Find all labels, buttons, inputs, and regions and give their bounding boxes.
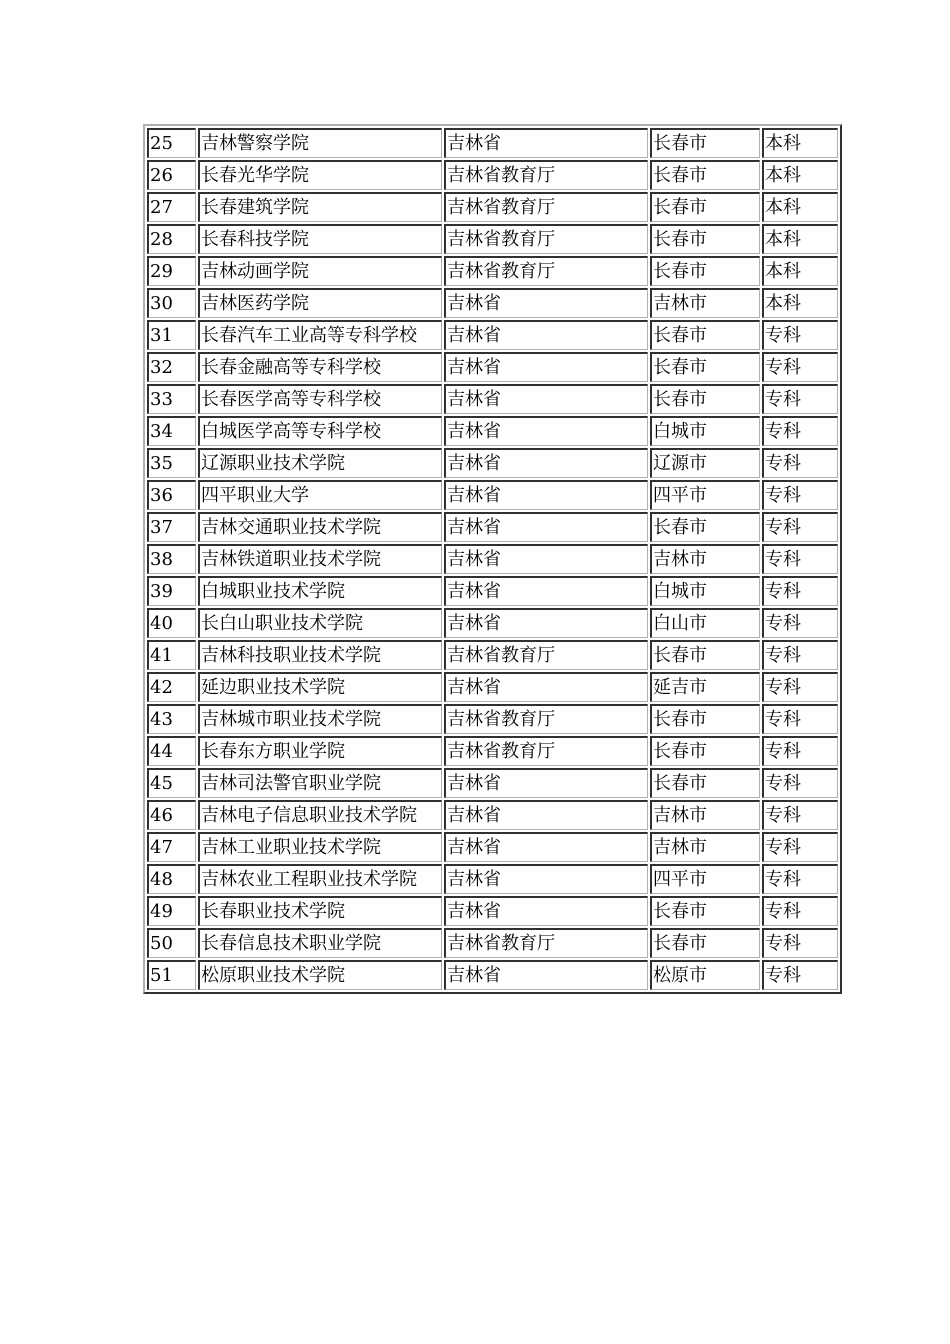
cell-authority: 吉林省教育厅 [444,192,648,222]
cell-city: 白城市 [650,576,760,606]
table-row [147,192,838,222]
cell-school-name: 长春金融高等专科学校 [198,352,442,382]
cell-city: 长春市 [650,736,760,766]
cell-authority: 吉林省 [444,832,648,862]
cell-city: 长春市 [650,768,760,798]
table-row [147,672,838,702]
cell-number: 32 [147,352,196,382]
cell-level: 本科 [762,160,838,190]
cell-level: 专科 [762,928,838,958]
cell-level: 专科 [762,544,838,574]
cell-city: 长春市 [650,640,760,670]
cell-number: 43 [147,704,196,734]
cell-number: 44 [147,736,196,766]
cell-authority: 吉林省 [444,896,648,926]
cell-school-name: 吉林医药学院 [198,288,442,318]
table-row [147,384,838,414]
cell-number: 37 [147,512,196,542]
cell-authority: 吉林省教育厅 [444,224,648,254]
cell-level: 专科 [762,576,838,606]
table-row [147,128,838,158]
table-row [147,288,838,318]
table-row [147,864,838,894]
cell-city: 长春市 [650,352,760,382]
cell-city: 辽源市 [650,448,760,478]
cell-level: 专科 [762,864,838,894]
cell-city: 吉林市 [650,544,760,574]
cell-number: 28 [147,224,196,254]
cell-city: 长春市 [650,192,760,222]
cell-city: 长春市 [650,224,760,254]
cell-authority: 吉林省 [444,448,648,478]
cell-authority: 吉林省教育厅 [444,640,648,670]
cell-authority: 吉林省 [444,480,648,510]
cell-school-name: 长春汽车工业高等专科学校 [198,320,442,350]
cell-number: 27 [147,192,196,222]
cell-level: 专科 [762,352,838,382]
cell-school-name: 松原职业技术学院 [198,960,442,990]
table-row [147,800,838,830]
table-row [147,576,838,606]
cell-school-name: 延边职业技术学院 [198,672,442,702]
cell-city: 长春市 [650,160,760,190]
cell-number: 42 [147,672,196,702]
cell-level: 专科 [762,512,838,542]
cell-number: 51 [147,960,196,990]
cell-school-name: 吉林司法警官职业学院 [198,768,442,798]
table-row [147,928,838,958]
cell-number: 50 [147,928,196,958]
cell-city: 延吉市 [650,672,760,702]
cell-city: 长春市 [650,384,760,414]
cell-level: 本科 [762,192,838,222]
cell-authority: 吉林省教育厅 [444,928,648,958]
cell-school-name: 吉林农业工程职业技术学院 [198,864,442,894]
table-row [147,544,838,574]
cell-number: 48 [147,864,196,894]
cell-school-name: 吉林科技职业技术学院 [198,640,442,670]
table-row [147,320,838,350]
table-row [147,832,838,862]
cell-authority: 吉林省 [444,128,648,158]
cell-school-name: 长春信息技术职业学院 [198,928,442,958]
cell-authority: 吉林省教育厅 [444,160,648,190]
cell-authority: 吉林省 [444,512,648,542]
table-row [147,160,838,190]
cell-level: 本科 [762,128,838,158]
cell-number: 25 [147,128,196,158]
cell-number: 39 [147,576,196,606]
cell-number: 40 [147,608,196,638]
cell-level: 专科 [762,896,838,926]
cell-authority: 吉林省 [444,960,648,990]
cell-city: 长春市 [650,320,760,350]
cell-authority: 吉林省 [444,768,648,798]
cell-authority: 吉林省 [444,864,648,894]
cell-city: 长春市 [650,928,760,958]
cell-city: 白城市 [650,416,760,446]
cell-school-name: 吉林工业职业技术学院 [198,832,442,862]
cell-authority: 吉林省 [444,576,648,606]
cell-number: 45 [147,768,196,798]
cell-number: 29 [147,256,196,286]
cell-school-name: 白城医学高等专科学校 [198,416,442,446]
cell-school-name: 长春东方职业学院 [198,736,442,766]
table-row [147,512,838,542]
cell-school-name: 四平职业大学 [198,480,442,510]
cell-city: 松原市 [650,960,760,990]
cell-authority: 吉林省教育厅 [444,736,648,766]
cell-level: 专科 [762,320,838,350]
cell-authority: 吉林省 [444,320,648,350]
cell-authority: 吉林省教育厅 [444,704,648,734]
cell-level: 本科 [762,224,838,254]
cell-authority: 吉林省 [444,416,648,446]
cell-level: 专科 [762,832,838,862]
cell-school-name: 长春建筑学院 [198,192,442,222]
cell-level: 专科 [762,800,838,830]
cell-school-name: 长春医学高等专科学校 [198,384,442,414]
table-row [147,896,838,926]
cell-school-name: 白城职业技术学院 [198,576,442,606]
table-row [147,224,838,254]
cell-level: 本科 [762,288,838,318]
cell-number: 41 [147,640,196,670]
cell-authority: 吉林省 [444,544,648,574]
cell-number: 31 [147,320,196,350]
cell-school-name: 长春光华学院 [198,160,442,190]
cell-school-name: 吉林城市职业技术学院 [198,704,442,734]
cell-school-name: 长白山职业技术学院 [198,608,442,638]
cell-city: 白山市 [650,608,760,638]
cell-authority: 吉林省 [444,672,648,702]
cell-level: 专科 [762,672,838,702]
table-row [147,736,838,766]
table-row [147,640,838,670]
table-row [147,256,838,286]
cell-school-name: 吉林交通职业技术学院 [198,512,442,542]
cell-number: 34 [147,416,196,446]
cell-city: 四平市 [650,864,760,894]
cell-city: 长春市 [650,256,760,286]
table-row [147,448,838,478]
table-row [147,960,838,990]
cell-number: 30 [147,288,196,318]
cell-number: 49 [147,896,196,926]
cell-number: 26 [147,160,196,190]
cell-school-name: 吉林警察学院 [198,128,442,158]
cell-city: 长春市 [650,512,760,542]
table-row [147,704,838,734]
cell-authority: 吉林省 [444,384,648,414]
cell-school-name: 长春科技学院 [198,224,442,254]
cell-city: 吉林市 [650,832,760,862]
table-row [147,608,838,638]
cell-city: 吉林市 [650,288,760,318]
cell-school-name: 吉林动画学院 [198,256,442,286]
cell-city: 吉林市 [650,800,760,830]
cell-city: 长春市 [650,704,760,734]
cell-level: 专科 [762,704,838,734]
cell-level: 专科 [762,480,838,510]
cell-number: 46 [147,800,196,830]
schools-table [143,124,842,994]
cell-city: 四平市 [650,480,760,510]
cell-city: 长春市 [650,128,760,158]
cell-school-name: 长春职业技术学院 [198,896,442,926]
cell-level: 专科 [762,960,838,990]
cell-level: 专科 [762,736,838,766]
cell-level: 本科 [762,256,838,286]
cell-authority: 吉林省 [444,608,648,638]
cell-number: 36 [147,480,196,510]
cell-level: 专科 [762,640,838,670]
cell-level: 专科 [762,416,838,446]
cell-number: 47 [147,832,196,862]
table-row [147,480,838,510]
table-row [147,768,838,798]
cell-city: 长春市 [650,896,760,926]
cell-number: 33 [147,384,196,414]
cell-level: 专科 [762,384,838,414]
cell-school-name: 吉林铁道职业技术学院 [198,544,442,574]
cell-number: 35 [147,448,196,478]
cell-level: 专科 [762,768,838,798]
cell-authority: 吉林省 [444,352,648,382]
cell-level: 专科 [762,608,838,638]
cell-authority: 吉林省 [444,288,648,318]
schools-table-body [147,128,838,990]
table-row [147,352,838,382]
cell-number: 38 [147,544,196,574]
cell-authority: 吉林省教育厅 [444,256,648,286]
cell-level: 专科 [762,448,838,478]
cell-school-name: 吉林电子信息职业技术学院 [198,800,442,830]
table-row [147,416,838,446]
cell-authority: 吉林省 [444,800,648,830]
cell-school-name: 辽源职业技术学院 [198,448,442,478]
